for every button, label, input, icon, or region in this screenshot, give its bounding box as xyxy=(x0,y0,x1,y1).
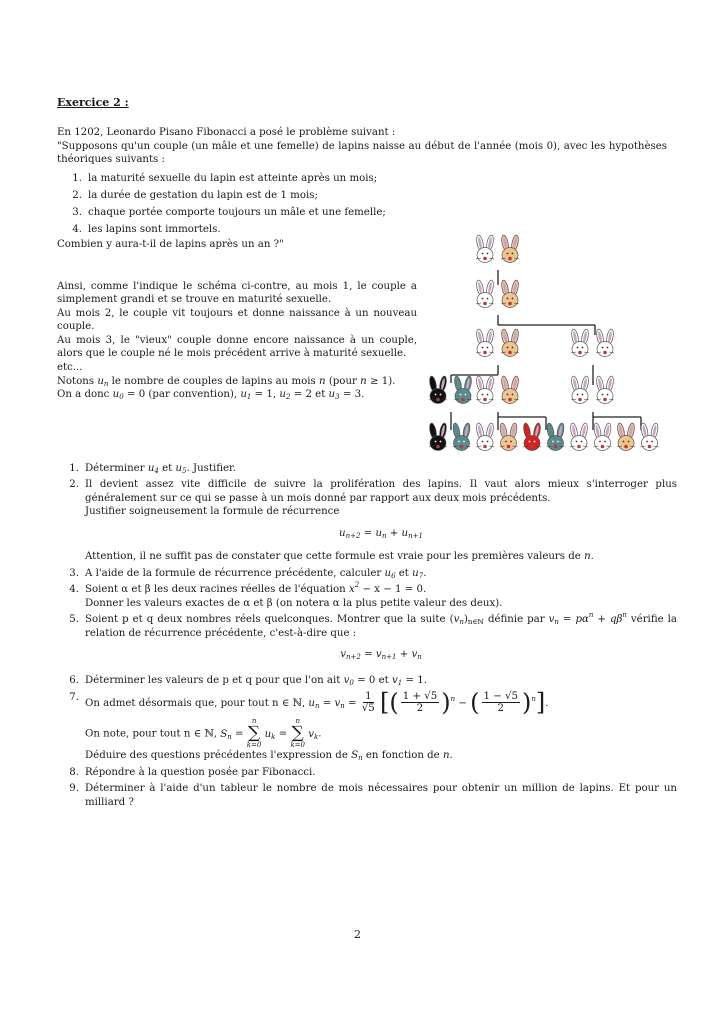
text-fragment: Attention, il ne suffit pas de constater que cette formule est vraie pour les premières valeurs de xyxy=(85,551,581,563)
rabbit-icon xyxy=(453,376,472,404)
text-fragment: = 0 et xyxy=(357,675,389,687)
text-fragment: n+1 xyxy=(381,652,397,661)
text-fragment: n xyxy=(450,694,456,703)
text-fragment xyxy=(247,718,262,749)
question-9 xyxy=(57,782,677,809)
text-fragment: 3. xyxy=(69,567,79,579)
text-fragment: k=0 xyxy=(246,741,262,750)
recurrence-formula: $u_{n+2} = u_n + u_{n+1}$ xyxy=(339,527,423,540)
text-fragment: ∑ xyxy=(291,723,304,744)
text-fragment: $u_{n+1}$ xyxy=(401,527,423,540)
text-fragment: $v_1$ xyxy=(391,675,403,688)
rabbit-icon xyxy=(616,423,635,451)
text-fragment: $v_0$ xyxy=(343,675,354,688)
rabbit-icon xyxy=(475,329,494,357)
rabbit-family-tree-diagram xyxy=(425,225,675,465)
text-fragment: 2 xyxy=(354,581,360,590)
rabbit-icon xyxy=(593,423,612,451)
text-fragment: $u_n$ xyxy=(97,376,109,388)
text-fragment: $u_4$ xyxy=(147,463,159,475)
text-fragment: et xyxy=(398,567,409,579)
rabbit-icon xyxy=(475,280,494,308)
text-fragment: ( xyxy=(470,688,480,717)
rabbit-icon xyxy=(475,376,494,404)
text-fragment: k=0 xyxy=(290,741,305,750)
hypothesis-item: 1. la maturité sexuelle du lapin est atteinte après un mois; xyxy=(72,172,378,184)
text-fragment: = 3. xyxy=(342,389,365,401)
text-fragment: On a donc xyxy=(57,389,110,401)
text-fragment: 2. xyxy=(69,479,79,491)
text-fragment: k xyxy=(314,732,319,741)
text-fragment: n xyxy=(340,701,345,710)
text-fragment: $v_{n+2}$ xyxy=(340,648,361,661)
text-fragment: Notons xyxy=(57,376,95,387)
text-fragment: vérifie la relation de récurrence précédente, c'est-à-dire que : xyxy=(85,614,677,639)
hypothesis-item: 3. chaque portée comporte toujours un mâle et une femelle; xyxy=(72,206,386,218)
sum-question: Déduire des questions précédentes l'expression de $S_n$ en fonction de n. xyxy=(85,750,453,763)
rabbit-icon xyxy=(475,235,494,263)
text-fragment: $S_n$ xyxy=(351,750,363,763)
text-fragment: n+1 xyxy=(408,531,423,540)
rabbit-icon xyxy=(522,423,541,451)
sum-definition: On note, pour tout n ∈ ℕ, $S_n$ = n ∑ k=0 $u_k$ = n ∑ k=0 $v_k$. xyxy=(85,717,322,750)
text-fragment: 1 xyxy=(397,679,403,688)
exercise-title: Exercice 2 : xyxy=(57,96,129,109)
text-fragment: Déterminer xyxy=(85,463,145,474)
text-fragment: en fonction de xyxy=(365,750,440,762)
text-fragment: $p\alpha^n$ xyxy=(575,611,594,626)
text-fragment: $u_2$ xyxy=(279,389,291,402)
text-fragment: = 1, xyxy=(254,389,277,401)
description-line: Au mois 2, le couple vit toujours et donne naissance à un nouveau couple. xyxy=(57,307,417,333)
text-fragment: n xyxy=(382,531,387,540)
question-2 xyxy=(57,478,677,563)
text-fragment: 2 xyxy=(416,703,424,715)
text-fragment: $u_{n+2}$ xyxy=(339,527,361,540)
text-fragment: n∈ℕ xyxy=(467,618,484,627)
text-fragment: 0 xyxy=(119,393,124,402)
v-recurrence-formula: $v_{n+2} = v_{n+1} + v_n$ xyxy=(340,648,422,661)
question-3 xyxy=(57,567,677,580)
text-fragment: n xyxy=(588,611,594,620)
text-fragment: 7. xyxy=(69,691,79,703)
description-line: etc... xyxy=(57,361,83,373)
text-fragment: ( xyxy=(389,688,399,717)
question-7 xyxy=(57,688,677,763)
questions-list xyxy=(57,462,677,812)
text-fragment: 6. xyxy=(69,675,79,687)
question-4 xyxy=(57,583,677,610)
text-fragment: n xyxy=(251,717,257,726)
text-fragment: 4. xyxy=(69,584,79,596)
rabbit-icon xyxy=(428,376,447,404)
text-fragment: √5 xyxy=(361,703,375,715)
text-fragment: 0 xyxy=(349,679,354,688)
rabbit-icon xyxy=(595,329,614,357)
text-fragment: 4 xyxy=(154,467,159,475)
text-fragment xyxy=(85,478,677,563)
text-fragment: . Justifier. xyxy=(186,463,237,474)
text-fragment: $u_n$ xyxy=(308,697,320,710)
text-fragment: $v_n$ xyxy=(548,614,559,627)
text-fragment: n xyxy=(360,376,367,387)
rabbit-icon xyxy=(428,423,447,451)
text-fragment: Soient α et β les deux racines réelles de l'équation xyxy=(85,584,346,596)
text-fragment: $v_{n+1}$ xyxy=(375,648,397,661)
hypothesis-item: 4. les lapins sont immortels. xyxy=(72,223,221,235)
text-fragment: n xyxy=(531,694,536,703)
initial-values-line xyxy=(57,388,427,401)
text-fragment: $u_3$ xyxy=(328,389,340,402)
question-8 xyxy=(57,766,677,779)
text-fragment xyxy=(362,691,375,714)
text-fragment: A l'aide de la formule de récurrence précédente, calculer xyxy=(85,567,382,579)
rabbit-icon xyxy=(452,423,471,451)
text-fragment: n xyxy=(584,551,591,563)
text-fragment: définie par xyxy=(487,614,545,626)
text-fragment: Déduire des questions précédentes l'expression de xyxy=(85,750,348,762)
text-fragment: ] xyxy=(535,688,546,717)
text-fragment: n xyxy=(417,652,422,661)
text-fragment: $v_n$ xyxy=(453,614,464,627)
text-fragment: n xyxy=(295,717,300,726)
text-fragment: [ xyxy=(380,688,390,717)
text-fragment: Il devient assez vite difficile de suivre la prolifération des lapins. Il vaut alors mieux s'interroger plus généralement sur ce qui se passe à un mois donné par rapport aux deux mois précédents. xyxy=(85,479,677,504)
text-fragment: n xyxy=(319,376,326,387)
text-fragment: $S_n$ xyxy=(220,728,232,741)
text-fragment xyxy=(290,718,305,749)
text-fragment: Déterminer à l'aide d'un tableur le nombre de mois nécessaires pour obtenir un million de lapins. Et pour un milliard ? xyxy=(85,783,677,808)
text-fragment: $q\beta^n$ xyxy=(609,611,627,626)
rabbit-icon xyxy=(546,423,565,451)
text-fragment: 9. xyxy=(69,783,79,795)
text-fragment: 1 xyxy=(365,690,372,702)
rabbit-icon xyxy=(500,329,519,357)
text-fragment: 2 xyxy=(497,703,505,715)
text-fragment: . xyxy=(590,551,594,563)
text-fragment: ) xyxy=(441,688,451,717)
text-fragment: $x^2$ xyxy=(348,581,360,596)
hypotheses-list xyxy=(57,170,437,238)
text-fragment: ) xyxy=(522,688,532,717)
fibonacci-question: Combien y aura-t-il de lapins après un an ?" xyxy=(57,239,284,250)
text-fragment: Répondre à la question posée par Fibonacci. xyxy=(85,766,316,778)
text-fragment: $v_n$ xyxy=(411,648,422,661)
rabbit-icon xyxy=(500,376,519,404)
text-fragment: 2 xyxy=(285,393,291,402)
text-fragment: 1 − √5 xyxy=(483,690,519,702)
description-paragraph xyxy=(57,280,417,374)
text-fragment: 3 xyxy=(335,393,340,402)
rabbit-icon xyxy=(595,376,614,404)
text-fragment: $u_1$ xyxy=(240,389,252,402)
text-fragment: n+2 xyxy=(345,531,361,540)
rabbit-icon xyxy=(569,423,588,451)
text-fragment: (pour xyxy=(328,376,357,387)
description-line: Au mois 3, le "vieux" couple donne encore naissance à un couple, alors que le couple né le mois précédent arrive à maturité sexuelle. xyxy=(57,334,417,360)
question-1 xyxy=(57,462,677,475)
rabbit-icon xyxy=(499,423,518,451)
rabbit-icon xyxy=(475,423,494,451)
text-fragment: n xyxy=(622,611,627,620)
text-fragment: n xyxy=(358,754,363,763)
text-fragment: n xyxy=(442,750,450,762)
notation-paragraph xyxy=(57,375,427,402)
rabbit-icon xyxy=(500,280,519,308)
text-fragment: Soient p et q deux nombres réels quelconques. Montrer que la suite $(v_n)_{n\in ℕ}$ définie par $v_n = p\alpha^n + q\beta^n$ vérifie la relation de récurrence précédente, c'est-à-dire que : $v_{n+2} = v_{n+1} + v_n$ xyxy=(85,611,677,661)
text-fragment: $u_7$ xyxy=(412,567,424,580)
rabbit-icon xyxy=(570,376,589,404)
question-6 xyxy=(57,674,677,687)
text-fragment: n xyxy=(554,618,559,627)
text-fragment: 1. xyxy=(69,463,79,474)
text-fragment: n+2 xyxy=(346,652,361,661)
text-fragment: le nombre de couples de lapins au mois xyxy=(111,376,316,387)
text-fragment: n xyxy=(314,701,320,710)
text-fragment xyxy=(85,462,677,475)
text-fragment: $v_k$ xyxy=(308,728,319,741)
binet-formula: On admet désormais que, pour tout n ∈ ℕ, $u_n = v_n$ = $\frac{1}{√5}$ [( $\frac{1 + √5}{2}$ )$^n$ − ( $\frac{1 - √5}{2}$ )$^n$]. xyxy=(85,688,549,717)
text-fragment: n xyxy=(227,732,232,741)
rabbit-icon xyxy=(570,329,589,357)
text-fragment: et xyxy=(162,463,173,474)
text-fragment: k xyxy=(271,732,276,741)
text-fragment: n xyxy=(459,618,464,627)
text-fragment xyxy=(85,688,677,763)
text-fragment: 1 xyxy=(246,393,252,402)
text-fragment: $u_0$ xyxy=(112,389,124,402)
text-fragment: 1 + √5 xyxy=(402,690,438,702)
text-fragment: Soient p et q deux nombres réels quelconques. Montrer que la suite xyxy=(85,614,446,626)
text-fragment: $u_5$ xyxy=(175,463,187,475)
text-fragment: Justifier soigneusement la formule de récurrence xyxy=(85,506,340,518)
intro-line: En 1202, Leonardo Pisano Fibonacci a posé le problème suivant : xyxy=(57,127,396,138)
text-fragment: 5. xyxy=(69,614,79,626)
text-fragment xyxy=(451,695,456,703)
description-line: Ainsi, comme l'indique le schéma ci-contre, au mois 1, le couple a simplement grandi et se trouve en maturité sexuelle. xyxy=(57,281,417,306)
page-number: 2 xyxy=(354,928,361,941)
text-fragment: Déterminer les valeurs de p et q pour que l'on ait xyxy=(85,675,341,687)
text-fragment: On admet désormais que, pour tout n ∈ ℕ, xyxy=(85,697,306,709)
text-fragment: ≥ 1). xyxy=(369,376,396,387)
question-5 xyxy=(57,613,677,671)
hypothesis-item: 2. la durée de gestation du lapin est de 1 mois; xyxy=(72,189,318,201)
text-fragment xyxy=(85,567,677,580)
rabbit-icon xyxy=(640,423,659,451)
text-fragment xyxy=(482,691,520,714)
text-fragment xyxy=(401,691,439,714)
quote-text: "Supposons qu'un couple (un mâle et une femelle) de lapins naisse au début de l'année (mois 0), avec les hypothèses théoriques suivants : xyxy=(57,141,667,166)
notation-line xyxy=(57,375,427,388)
text-fragment: $v_n$ xyxy=(334,697,345,710)
text-fragment: On note, pour tout n ∈ ℕ, xyxy=(85,728,218,740)
text-fragment xyxy=(85,674,677,687)
text-fragment: 5 xyxy=(182,467,187,475)
text-fragment: $u_k$ xyxy=(264,728,276,741)
text-fragment: = 1. xyxy=(405,675,427,687)
text-fragment: 7 xyxy=(418,571,424,580)
text-fragment: = 2 et xyxy=(293,389,326,401)
text-fragment: n xyxy=(103,380,109,388)
text-fragment xyxy=(85,583,677,610)
text-fragment: 8. xyxy=(69,766,79,778)
text-fragment: 6 xyxy=(391,571,396,580)
text-fragment: = 0 (par convention), xyxy=(126,389,238,401)
text-fragment: . xyxy=(423,567,427,579)
text-fragment: Donner les valeurs exactes de α et β (on notera α la plus petite valeur des deux). xyxy=(85,597,503,609)
text-fragment: − x − 1 = 0. xyxy=(362,584,427,596)
text-fragment: $u_6$ xyxy=(384,567,396,580)
text-fragment: $u_n$ xyxy=(375,527,387,540)
rabbit-icon xyxy=(500,235,519,263)
text-fragment: ∑ xyxy=(248,723,261,744)
